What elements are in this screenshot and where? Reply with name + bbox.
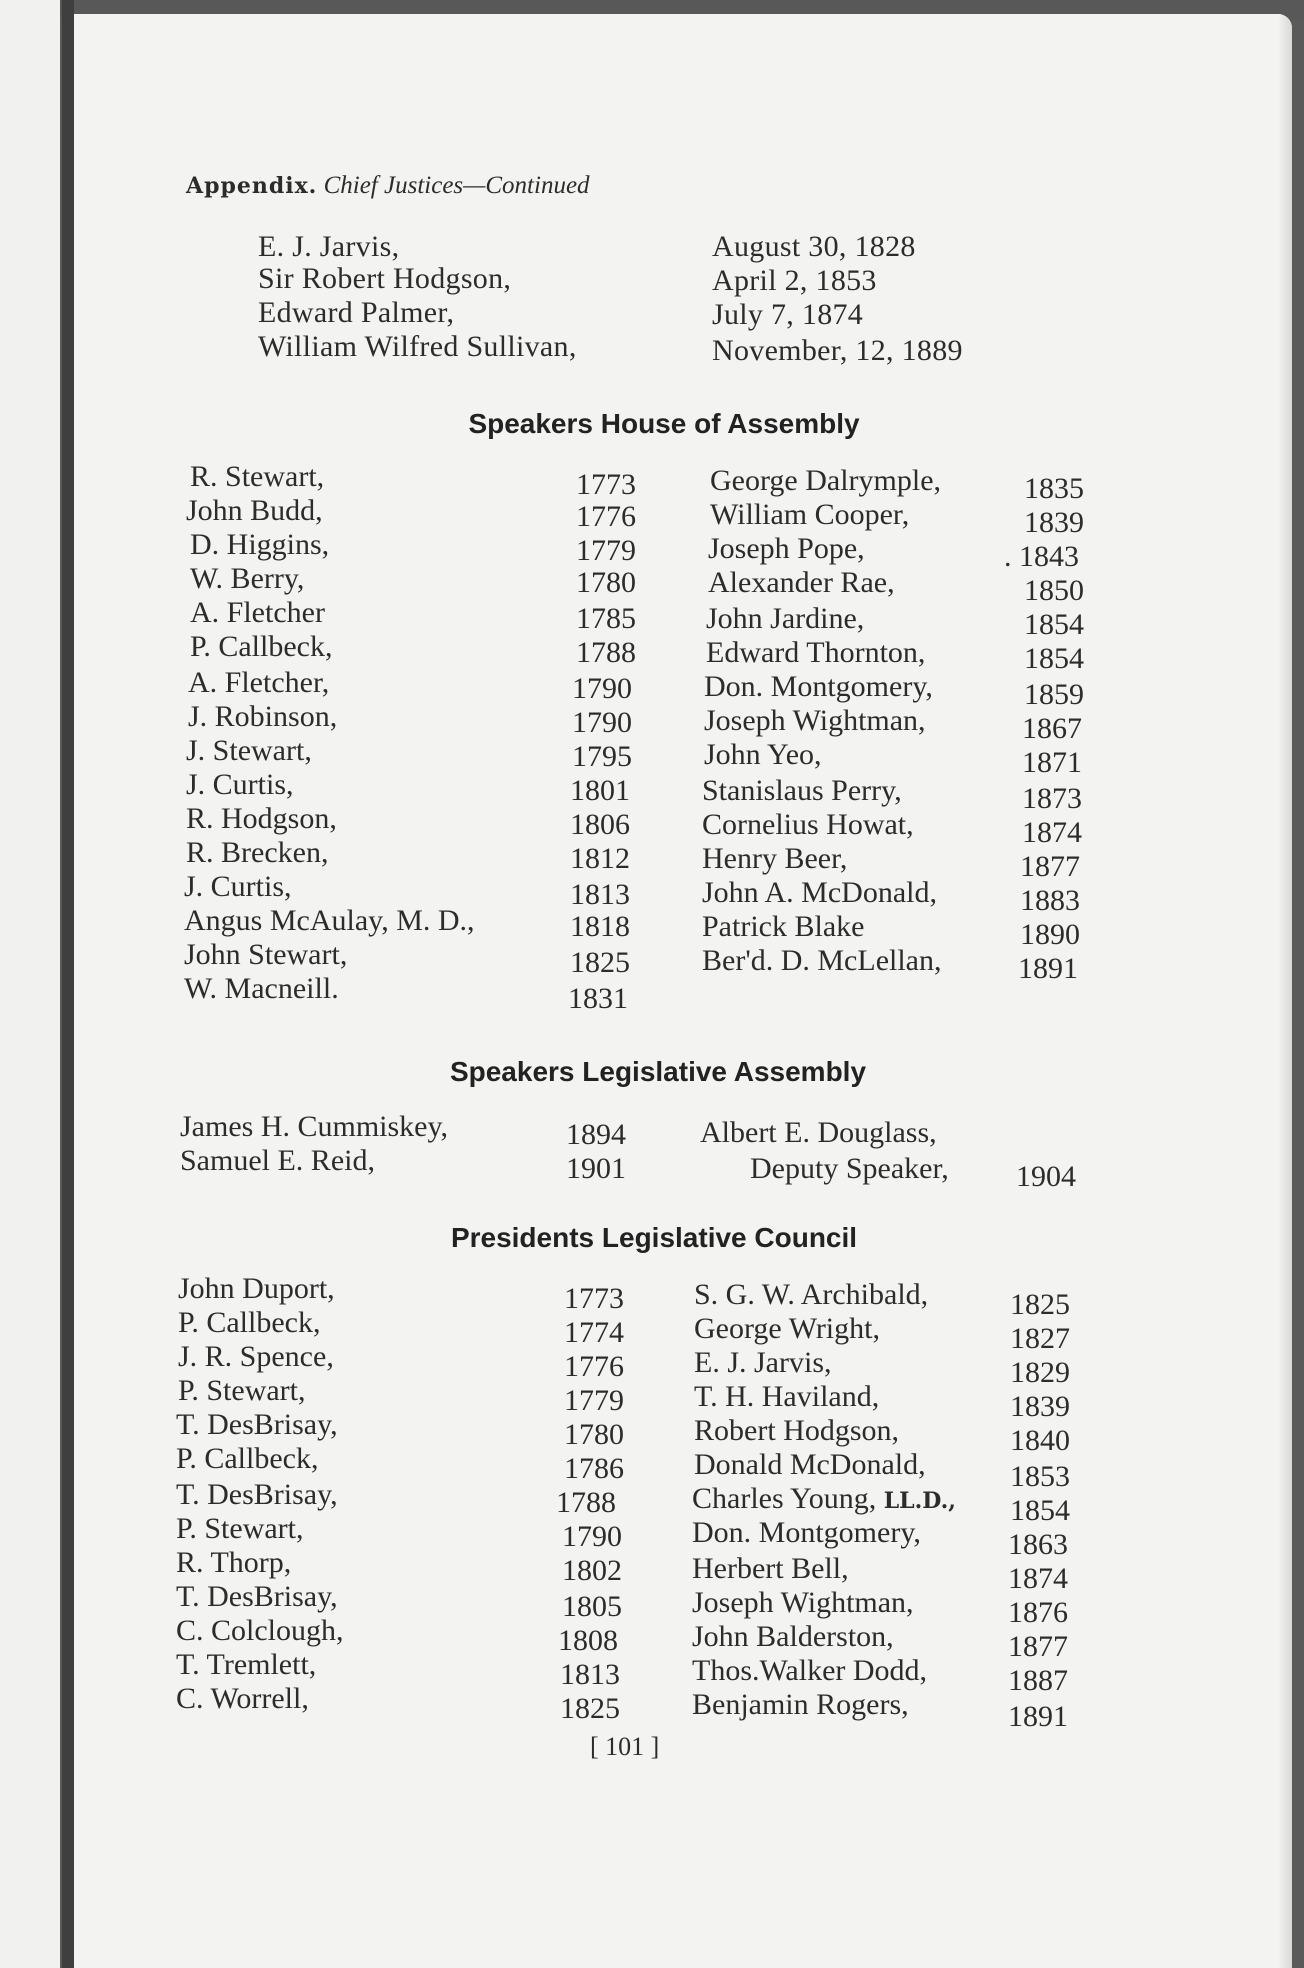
speaker-year: 1773 — [576, 468, 636, 501]
president-name: Robert Hodgson, — [694, 1414, 899, 1447]
president-year: 1774 — [564, 1316, 624, 1349]
speaker-year: 1813 — [570, 878, 630, 911]
speaker-name: John A. McDonald, — [702, 876, 937, 909]
president-name: P. Stewart, — [178, 1374, 306, 1407]
speaker-name: Joseph Wightman, — [704, 704, 926, 737]
speaker-year: 1891 — [1018, 952, 1078, 985]
speaker-year: 1877 — [1020, 850, 1080, 883]
speakers-legislative-heading: Speakers Legislative Assembly — [449, 1056, 867, 1087]
speaker-name: W. Macneill. — [184, 972, 339, 1005]
president-year: 1840 — [1010, 1424, 1070, 1457]
speaker-name: Samuel E. Reid, — [180, 1144, 375, 1177]
speaker-year: 1854 — [1024, 642, 1084, 675]
speaker-year: 1790 — [572, 672, 632, 705]
speaker-year: 1831 — [568, 982, 628, 1015]
speaker-name: John Budd, — [186, 494, 323, 527]
speaker-year: 1871 — [1022, 746, 1082, 779]
binding-gutter — [62, 0, 74, 1968]
speaker-name: A. Fletcher, — [188, 666, 330, 699]
speaker-year: 1776 — [576, 500, 636, 533]
speaker-name: D. Higgins, — [190, 528, 330, 561]
president-name: T. H. Haviland, — [694, 1380, 880, 1413]
speaker-name: Ber'd. D. McLellan, — [702, 944, 942, 977]
speaker-name: William Cooper, — [710, 498, 910, 531]
speaker-year: 1780 — [576, 566, 636, 599]
speaker-year: 1790 — [572, 706, 632, 739]
speaker-name: P. Callbeck, — [190, 630, 333, 663]
speaker-year: 1850 — [1024, 574, 1084, 607]
president-name: Thos.Walker Dodd, — [692, 1654, 928, 1687]
speaker-name: Albert E. Douglass, — [700, 1116, 937, 1149]
speakers-house-heading: Speakers House of Assembly — [468, 408, 860, 439]
president-year: 1887 — [1008, 1664, 1068, 1697]
chief-justice-name: William Wilfred Sullivan, — [258, 330, 577, 363]
president-name — [692, 1482, 956, 1516]
speaker-name: George Dalrymple, — [710, 464, 942, 497]
president-name: Herbert Bell, — [692, 1552, 849, 1585]
speaker-name: A. Fletcher — [190, 596, 325, 629]
speaker-year: 1904 — [1016, 1160, 1076, 1193]
president-name: E. J. Jarvis, — [694, 1346, 832, 1379]
speaker-year: 1854 — [1024, 608, 1084, 641]
chief-justice-date: July 7, 1874 — [712, 298, 864, 331]
speaker-name: John Jardine, — [706, 602, 865, 635]
chief-justice-date: April 2, 1853 — [712, 264, 877, 297]
running-head — [186, 172, 590, 200]
speaker-name: J. Curtis, — [184, 870, 292, 903]
speaker-year: 1806 — [570, 808, 630, 841]
president-name: Donald McDonald, — [694, 1448, 926, 1481]
speaker-year: 1873 — [1022, 782, 1082, 815]
speaker-name: John Yeo, — [704, 738, 822, 771]
president-year: 1854 — [1010, 1494, 1070, 1527]
president-name: T. DesBrisay, — [176, 1478, 338, 1511]
president-year: 1788 — [556, 1486, 616, 1519]
president-name: P. Callbeck, — [176, 1442, 319, 1475]
speaker-name: J. Curtis, — [186, 768, 294, 801]
president-name: Benjamin Rogers, — [692, 1688, 909, 1721]
speaker-year: 1894 — [566, 1118, 626, 1151]
president-name: Joseph Wightman, — [692, 1586, 914, 1619]
speaker-year: 1883 — [1020, 884, 1080, 917]
president-year: 1891 — [1008, 1700, 1068, 1733]
president-name: P. Callbeck, — [178, 1306, 321, 1339]
president-name: Don. Montgomery, — [692, 1516, 921, 1549]
president-year: 1825 — [1010, 1288, 1070, 1321]
chief-justice-date: August 30, 1828 — [712, 230, 916, 263]
president-year: 1853 — [1010, 1460, 1070, 1493]
president-name: P. Stewart, — [176, 1512, 304, 1545]
speaker-year: 1818 — [570, 910, 630, 943]
president-year: 1780 — [564, 1418, 624, 1451]
speaker-year: 1801 — [570, 774, 630, 807]
president-year: 1786 — [564, 1452, 624, 1485]
speaker-name: J. Stewart, — [186, 734, 312, 767]
president-name: C. Worrell, — [176, 1682, 309, 1715]
speaker-name: Joseph Pope, — [708, 532, 865, 565]
president-year: 1874 — [1008, 1562, 1068, 1595]
president-year: 1863 — [1008, 1528, 1068, 1561]
speaker-name: James H. Cummiskey, — [180, 1110, 449, 1143]
president-year: 1839 — [1010, 1390, 1070, 1423]
speaker-name: R. Brecken, — [186, 836, 329, 869]
speaker-name: Don. Montgomery, — [704, 670, 933, 703]
speaker-year: 1839 — [1024, 506, 1084, 539]
president-name: John Duport, — [178, 1272, 335, 1305]
president-year: 1773 — [564, 1282, 624, 1315]
speaker-name: J. Robinson, — [188, 700, 338, 733]
speaker-name: Henry Beer, — [702, 842, 848, 875]
president-year: 1805 — [562, 1590, 622, 1623]
speaker-year: . 1843 — [1004, 540, 1079, 573]
president-year: 1802 — [562, 1554, 622, 1587]
page-number: [ 101 ] — [590, 1732, 660, 1761]
speaker-year: 1859 — [1024, 678, 1084, 711]
president-year: 1825 — [560, 1692, 620, 1725]
president-name-text: Charles Young, — [692, 1482, 877, 1515]
president-year: 1827 — [1010, 1322, 1070, 1355]
speaker-year: 1890 — [1020, 918, 1080, 951]
speaker-name: Stanislaus Perry, — [702, 774, 902, 807]
president-name: C. Colclough, — [176, 1614, 344, 1647]
speaker-year: 1788 — [576, 636, 636, 669]
running-head-title: Chief Justices—Continued — [323, 172, 590, 199]
president-name: T. Tremlett, — [176, 1648, 317, 1681]
speaker-year: 1825 — [570, 946, 630, 979]
speaker-year: 1795 — [572, 740, 632, 773]
speaker-year: 1835 — [1024, 472, 1084, 505]
speaker-name: Angus McAulay, M. D., — [184, 904, 475, 937]
president-year: 1776 — [564, 1350, 624, 1383]
speaker-year: 1874 — [1022, 816, 1082, 849]
president-name: T. DesBrisay, — [176, 1580, 338, 1613]
chief-justice-name: Sir Robert Hodgson, — [258, 262, 512, 295]
speaker-name: R. Stewart, — [190, 460, 325, 493]
president-name: T. DesBrisay, — [176, 1408, 338, 1441]
chief-justice-name: Edward Palmer, — [258, 296, 455, 329]
speaker-year: 1901 — [566, 1152, 626, 1185]
speaker-name: Cornelius Howat, — [702, 808, 914, 841]
chief-justice-name: E. J. Jarvis, — [258, 230, 400, 263]
speaker-year: 1867 — [1022, 712, 1082, 745]
president-year: 1877 — [1008, 1630, 1068, 1663]
presidents-council-heading: Presidents Legislative Council — [450, 1222, 858, 1253]
president-year: 1813 — [560, 1658, 620, 1691]
speaker-role: Deputy Speaker, — [750, 1152, 949, 1185]
speaker-year: 1779 — [576, 534, 636, 567]
president-degree: LL.D., — [883, 1488, 956, 1514]
speaker-year: 1812 — [570, 842, 630, 875]
speaker-name: John Stewart, — [184, 938, 348, 971]
president-year: 1790 — [562, 1520, 622, 1553]
running-head-appendix: Appendix. — [186, 173, 318, 199]
speaker-name: Edward Thornton, — [706, 636, 926, 669]
speaker-name: Alexander Rae, — [708, 566, 895, 599]
page-edge-shadow — [1278, 14, 1292, 1968]
president-name: S. G. W. Archibald, — [694, 1278, 929, 1311]
chief-justice-date: November, 12, 1889 — [712, 334, 963, 367]
president-year: 1779 — [564, 1384, 624, 1417]
president-year: 1829 — [1010, 1356, 1070, 1389]
president-name: J. R. Spence, — [178, 1340, 334, 1373]
speaker-name: Patrick Blake — [702, 910, 865, 943]
president-year: 1808 — [558, 1624, 618, 1657]
president-name: George Wright, — [694, 1312, 880, 1345]
facing-page-edge — [0, 0, 60, 1968]
president-name: R. Thorp, — [176, 1546, 292, 1579]
speaker-year: 1785 — [576, 602, 636, 635]
speaker-name: R. Hodgson, — [186, 802, 337, 835]
president-year: 1876 — [1008, 1596, 1068, 1629]
speaker-name: W. Berry, — [190, 562, 305, 595]
president-name: John Balderston, — [692, 1620, 894, 1653]
